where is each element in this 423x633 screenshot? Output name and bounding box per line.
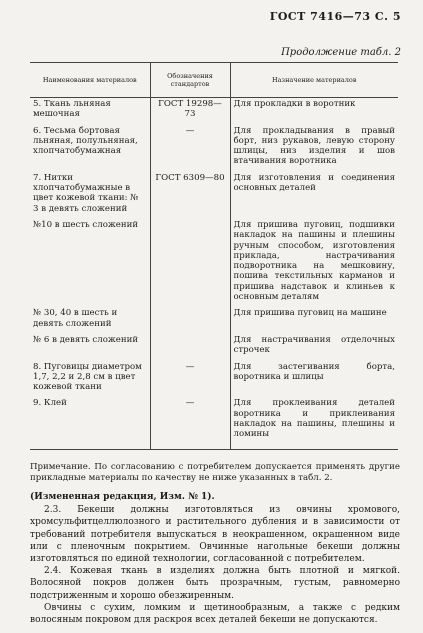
- table-row: [30, 397, 398, 449]
- material-cell: 5. Ткань льняная мешочная: [33, 99, 111, 120]
- table-continuation-label: Продолжение табл. 2: [281, 47, 401, 58]
- table-row: [30, 334, 398, 361]
- standard-cell: [150, 307, 230, 334]
- paragraph: 2.4. Кожевая ткань в изделиях должна быть плотной и мягкой. Волосяной покров должен быть прозрачным, густым, равномерно подстриженным и хорошо обезжиренным.: [30, 566, 400, 601]
- material-cell: 6. Тесьма бортовая льняная, полульняная, хлопчатобумажная: [33, 125, 138, 157]
- table-row: [30, 307, 398, 334]
- amendment-heading: (Измененная редакция, Изм. № 1).: [30, 492, 215, 502]
- purpose-cell: Для настрачивания отделочных строчек: [230, 334, 398, 361]
- standard-cell: ГОСТ 19298—73: [150, 98, 230, 125]
- material-cell: № 30, 40 в шесть и девять сложений: [33, 308, 118, 329]
- purpose-cell: Для прокладывания в правый борт, низ рукавов, левую сторону шлицы, низ изделия и шов втачивания воротника: [230, 125, 398, 172]
- material-cell: 7. Нитки хлопчатобумажные в цвет кожевой ткани: № 3 в девять сложений: [33, 172, 139, 214]
- table-header-row: [30, 63, 398, 98]
- purpose-cell: Для пришива пуговиц, подшивки накладок на пашины и плешины ручным способом, изготовления приклада, настрачивания подворотника на мешковину, пошива текстильных карманов и пришива надставок и клиньев к основным деталям: [230, 219, 398, 307]
- table-row: [30, 219, 398, 307]
- body-text: [30, 491, 400, 626]
- table-row: [30, 172, 398, 219]
- table-row: [30, 98, 398, 125]
- standard-cell: —: [150, 361, 230, 398]
- table-note: Примечание. По согласованию с потребителем допускается применять другие прикладные материалы по качеству не ниже указанных в табл. 2.: [30, 462, 400, 483]
- standard-cell: —: [150, 125, 230, 172]
- standard-cell: [150, 219, 230, 307]
- column-header-standard: Обозначения стандартов: [150, 63, 230, 98]
- purpose-cell: Для проклеивания деталей воротника и приклеивания накладок на пашины, плешины и ломины: [230, 397, 398, 449]
- table-row: [30, 125, 398, 172]
- purpose-cell: Для застегивания борта, воротника и шлицы: [230, 361, 398, 398]
- material-cell: 9. Клей: [30, 397, 150, 449]
- material-cell: № 6 в девять сложений: [33, 334, 139, 345]
- page-header: ГОСТ 7416—73 С. 5: [269, 10, 401, 23]
- material-cell: 8. Пуговицы диаметром 1,7, 2,2 и 2,8 см в цвет кожевой ткани: [33, 361, 142, 393]
- materials-table: [30, 62, 398, 450]
- table-row: [30, 361, 398, 398]
- column-header-material: Наименования материалов: [30, 63, 150, 98]
- material-cell: №10 в шесть сложений: [33, 219, 139, 230]
- purpose-cell: Для изготовления и соединения основных деталей: [230, 172, 398, 219]
- purpose-cell: Для прокладки в воротник: [230, 98, 398, 125]
- standard-cell: —: [150, 397, 230, 449]
- purpose-cell: Для пришива пуговиц на машине: [230, 307, 398, 334]
- column-header-purpose: Назначение материалов: [230, 63, 398, 98]
- standard-cell: ГОСТ 6309—80: [150, 172, 230, 219]
- standard-cell: [150, 334, 230, 361]
- paragraph: Овчины с сухим, ломким и щетинообразным, а также с редким волосяным покровом для раскроя всех деталей бекеши не допускаются.: [30, 602, 400, 625]
- paragraph: 2.3. Бекеши должны изготовляться из овчины хромового, хромсульфитцеллюлозного и растительного дубления и в зависимости от требований потребителя выпускаться в неокрашенном, окрашенном виде или с пленочным покрытием. Овчинные нагольные бекеши должны изготовляться по единой технологии, согласованной с потребителем.: [30, 505, 400, 564]
